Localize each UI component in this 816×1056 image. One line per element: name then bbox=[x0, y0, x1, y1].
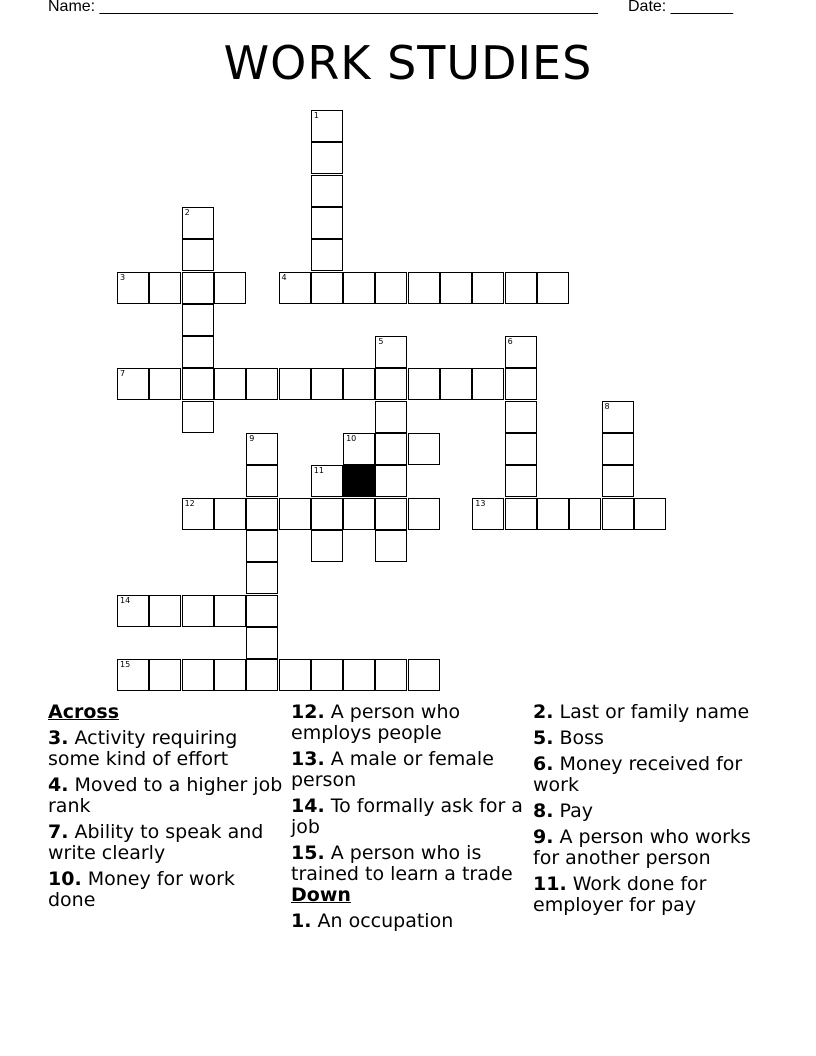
grid-cell[interactable] bbox=[117, 368, 149, 400]
clue-text: To formally ask for a job bbox=[291, 795, 523, 838]
grid-cell[interactable] bbox=[375, 401, 407, 433]
grid-cell[interactable] bbox=[408, 272, 440, 304]
grid-cell[interactable] bbox=[311, 368, 343, 400]
grid-cell[interactable] bbox=[311, 142, 343, 174]
grid-cell[interactable] bbox=[214, 498, 246, 530]
clue-across-10 bbox=[48, 869, 283, 911]
grid-cell[interactable] bbox=[505, 401, 537, 433]
clue-number-label: 8 bbox=[604, 401, 610, 411]
grid-cell[interactable] bbox=[149, 659, 181, 691]
grid-cell[interactable] bbox=[343, 368, 375, 400]
grid-cell[interactable] bbox=[149, 272, 181, 304]
grid-cell[interactable] bbox=[182, 368, 214, 400]
grid-cell[interactable] bbox=[343, 498, 375, 530]
clue-number: 5. bbox=[533, 727, 554, 749]
grid-cell[interactable] bbox=[214, 595, 246, 627]
clue-text: A person who works for another person bbox=[533, 826, 751, 869]
grid-cell[interactable] bbox=[408, 659, 440, 691]
grid-cell[interactable] bbox=[375, 368, 407, 400]
clue-number-label: 4 bbox=[281, 272, 287, 282]
clue-number: 11. bbox=[533, 873, 567, 895]
grid-cell[interactable] bbox=[440, 368, 472, 400]
clue-down-11 bbox=[533, 874, 768, 916]
grid-cell[interactable] bbox=[408, 433, 440, 465]
clue-text: Activity requiring some kind of effort bbox=[48, 727, 238, 770]
grid-cell[interactable] bbox=[182, 239, 214, 271]
clue-number-label: 9 bbox=[249, 434, 255, 443]
grid-cell[interactable] bbox=[246, 433, 278, 465]
grid-cell[interactable] bbox=[408, 498, 440, 530]
grid-cell[interactable] bbox=[505, 336, 537, 368]
grid-cell[interactable] bbox=[472, 272, 504, 304]
clue-text: Pay bbox=[559, 800, 593, 822]
clue-text: Work done for employer for pay bbox=[533, 873, 707, 916]
grid-cell[interactable] bbox=[246, 562, 278, 594]
grid-cell[interactable] bbox=[214, 272, 246, 304]
grid-cell[interactable] bbox=[279, 498, 311, 530]
clue-column-1 bbox=[48, 702, 283, 916]
clue-number: 2. bbox=[533, 701, 554, 723]
grid-cell[interactable] bbox=[375, 336, 407, 368]
grid-cell[interactable] bbox=[602, 401, 634, 433]
grid-cell[interactable] bbox=[375, 530, 407, 562]
grid-cell[interactable] bbox=[343, 659, 375, 691]
grid-cell[interactable] bbox=[505, 498, 537, 530]
grid-cell[interactable] bbox=[634, 498, 666, 530]
page-title: WORK STUDIES bbox=[223, 36, 593, 90]
clue-text: A person who employs people bbox=[291, 701, 461, 744]
clue-text: Money for work done bbox=[48, 868, 235, 911]
grid-cell[interactable] bbox=[279, 659, 311, 691]
clue-number: 13. bbox=[291, 748, 325, 770]
grid-cell[interactable] bbox=[505, 465, 537, 497]
clue-across-14 bbox=[291, 796, 526, 838]
grid-cell[interactable] bbox=[246, 498, 278, 530]
clue-across-7 bbox=[48, 822, 283, 864]
clue-number-label: 14 bbox=[120, 595, 131, 605]
clue-across-4 bbox=[48, 775, 283, 817]
grid-cell[interactable] bbox=[214, 368, 246, 400]
clue-number-label: 5 bbox=[378, 337, 384, 347]
date-field-line: Date: _______ bbox=[628, 0, 733, 15]
grid-cell[interactable] bbox=[343, 272, 375, 304]
grid-cell[interactable] bbox=[602, 465, 634, 497]
clue-number-label: 3 bbox=[120, 272, 126, 282]
grid-block-cell bbox=[343, 465, 375, 497]
grid-cell[interactable] bbox=[182, 207, 214, 239]
grid-cell[interactable] bbox=[569, 498, 601, 530]
clue-column-2 bbox=[291, 702, 526, 937]
grid-cell[interactable] bbox=[149, 368, 181, 400]
grid-cell[interactable] bbox=[246, 595, 278, 627]
clue-number-label: 12 bbox=[184, 498, 195, 508]
clue-text: Money received for work bbox=[533, 753, 743, 796]
grid-cell[interactable] bbox=[311, 498, 343, 530]
grid-cell[interactable] bbox=[182, 304, 214, 336]
clue-across-3 bbox=[48, 728, 283, 770]
grid-cell[interactable] bbox=[375, 433, 407, 465]
clue-down-5 bbox=[533, 728, 768, 749]
grid-cell[interactable] bbox=[182, 401, 214, 433]
down-heading: Down bbox=[291, 884, 351, 906]
clue-down-9 bbox=[533, 827, 768, 869]
clue-number-label: 13 bbox=[475, 498, 486, 508]
clue-column-3 bbox=[533, 702, 768, 921]
grid-cell[interactable] bbox=[537, 272, 569, 304]
grid-cell[interactable] bbox=[117, 595, 149, 627]
clue-number: 7. bbox=[48, 821, 69, 843]
grid-cell[interactable] bbox=[311, 207, 343, 239]
grid-cell[interactable] bbox=[375, 465, 407, 497]
grid-cell[interactable] bbox=[117, 659, 149, 691]
grid-cell[interactable] bbox=[246, 368, 278, 400]
grid-cell[interactable] bbox=[311, 239, 343, 271]
grid-cell[interactable] bbox=[311, 110, 343, 142]
grid-cell[interactable] bbox=[408, 368, 440, 400]
clue-number: 14. bbox=[291, 795, 325, 817]
grid-cell[interactable] bbox=[602, 498, 634, 530]
clue-text: A person who is trained to learn a trade bbox=[291, 842, 513, 885]
grid-cell[interactable] bbox=[117, 272, 149, 304]
grid-cell[interactable] bbox=[472, 498, 504, 530]
clue-number: 12. bbox=[291, 701, 325, 723]
clue-number: 15. bbox=[291, 842, 325, 864]
clue-text: Boss bbox=[559, 727, 604, 749]
clue-number: 1. bbox=[291, 910, 312, 932]
grid-cell[interactable] bbox=[311, 465, 343, 497]
clue-down-2 bbox=[533, 702, 768, 723]
grid-cell[interactable] bbox=[246, 530, 278, 562]
grid-cell[interactable] bbox=[182, 272, 214, 304]
clue-number: 8. bbox=[533, 800, 554, 822]
clue-number: 6. bbox=[533, 753, 554, 775]
grid-cell[interactable] bbox=[375, 659, 407, 691]
grid-cell[interactable] bbox=[505, 368, 537, 400]
grid-cell[interactable] bbox=[311, 272, 343, 304]
clue-across-15 bbox=[291, 843, 526, 885]
clue-number: 3. bbox=[48, 727, 69, 749]
grid-cell[interactable] bbox=[375, 498, 407, 530]
grid-cell[interactable] bbox=[505, 433, 537, 465]
grid-cell[interactable] bbox=[246, 465, 278, 497]
grid-cell[interactable] bbox=[440, 272, 472, 304]
clue-text: A male or female person bbox=[291, 748, 494, 791]
grid-cell[interactable] bbox=[279, 272, 311, 304]
clue-number: 9. bbox=[533, 826, 554, 848]
grid-cell[interactable] bbox=[375, 272, 407, 304]
grid-cell[interactable] bbox=[149, 595, 181, 627]
grid-cell[interactable] bbox=[279, 368, 311, 400]
clue-number-label: 10 bbox=[346, 434, 357, 443]
grid-cell[interactable] bbox=[182, 498, 214, 530]
clue-across-12 bbox=[291, 702, 526, 744]
clue-number: 4. bbox=[48, 774, 69, 796]
clue-across-13 bbox=[291, 749, 526, 791]
grid-cell[interactable] bbox=[182, 659, 214, 691]
clue-down-6 bbox=[533, 754, 768, 796]
grid-cell[interactable] bbox=[182, 336, 214, 368]
grid-cell[interactable] bbox=[214, 659, 246, 691]
clue-number-label: 2 bbox=[184, 207, 190, 217]
grid-cell[interactable] bbox=[311, 530, 343, 562]
clue-number: 10. bbox=[48, 868, 82, 890]
clue-text: An occupation bbox=[317, 910, 454, 932]
clue-down-1 bbox=[291, 911, 526, 932]
clue-text: Moved to a higher job rank bbox=[48, 774, 283, 817]
clue-text: Ability to speak and write clearly bbox=[48, 821, 264, 864]
grid-cell[interactable] bbox=[537, 498, 569, 530]
clue-number-label: 15 bbox=[120, 660, 131, 670]
grid-cell[interactable] bbox=[505, 272, 537, 304]
clue-down-8 bbox=[533, 801, 768, 822]
grid-cell[interactable] bbox=[246, 627, 278, 659]
across-heading: Across bbox=[48, 701, 120, 723]
clue-number-label: 1 bbox=[313, 111, 319, 120]
grid-cell[interactable] bbox=[311, 175, 343, 207]
grid-cell[interactable] bbox=[472, 368, 504, 400]
grid-cell[interactable] bbox=[343, 433, 375, 465]
grid-cell[interactable] bbox=[311, 659, 343, 691]
name-field-line: Name: ________________________________________________________ bbox=[48, 0, 598, 15]
clue-text: Last or family name bbox=[559, 701, 750, 723]
clue-number-label: 11 bbox=[313, 466, 324, 476]
grid-cell[interactable] bbox=[246, 659, 278, 691]
grid-cell[interactable] bbox=[602, 433, 634, 465]
clue-number-label: 6 bbox=[507, 337, 513, 347]
grid-cell[interactable] bbox=[182, 595, 214, 627]
clue-number-label: 7 bbox=[120, 369, 126, 379]
